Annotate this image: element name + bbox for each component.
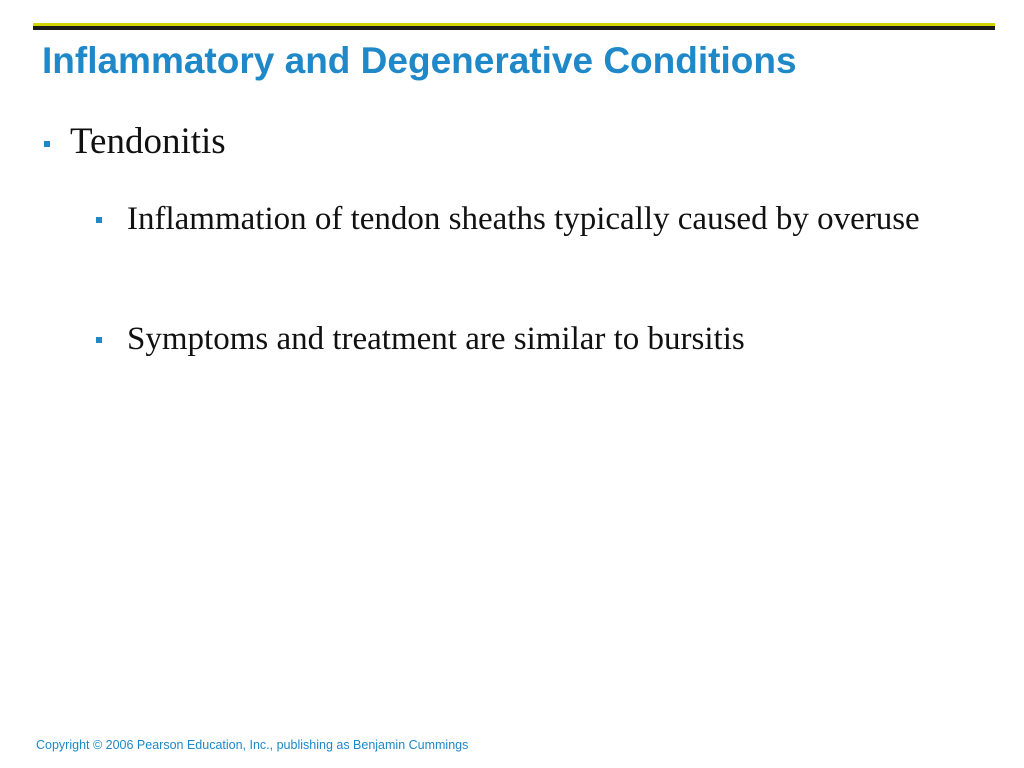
square-bullet-icon xyxy=(96,217,102,223)
bullet-item-tendonitis xyxy=(44,118,974,166)
copyright-footer: Copyright © 2006 Pearson Education, Inc., publishing as Benjamin Cummings xyxy=(36,738,469,752)
slide-title: Inflammatory and Degenerative Conditions xyxy=(42,40,797,81)
sub-bullet-item-symptoms xyxy=(96,316,966,362)
sub-bullet-text: Symptoms and treatment are similar to bursitis xyxy=(127,321,745,357)
sub-bullet-text: Inflammation of tendon sheaths typically caused by overuse xyxy=(127,201,920,237)
sub-bullet-item-inflammation xyxy=(96,196,966,242)
square-bullet-icon xyxy=(44,141,50,147)
bullet-text: Tendonitis xyxy=(70,121,226,162)
square-bullet-icon xyxy=(96,337,102,343)
